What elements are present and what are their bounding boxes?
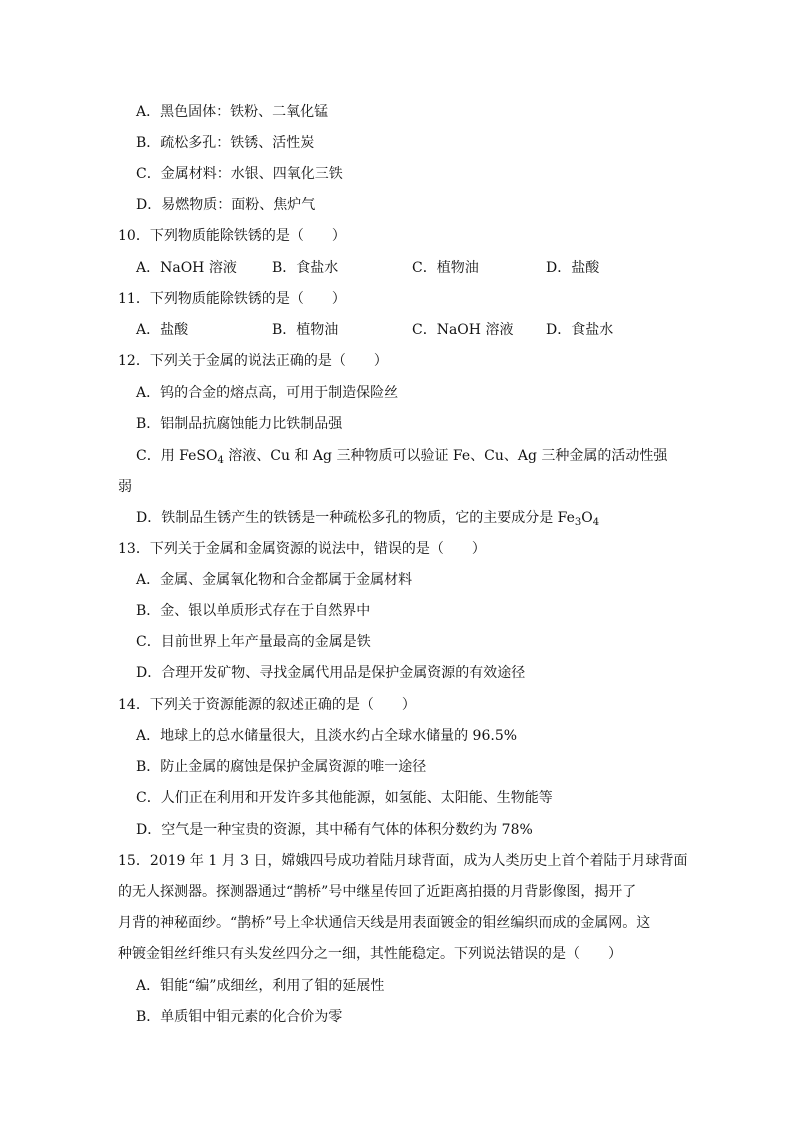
q15-stem-line-1: 15．2019 年 1 月 3 日，嫦娥四号成功着陆月球背面，成为人类历史上首个着陆于月球背面 <box>118 853 688 869</box>
q14-option-a: A．地球上的总水储量很大，且淡水约占全球水储量的 96.5% <box>136 728 518 744</box>
q10-option-c: C．植物油 <box>412 260 479 276</box>
q11-option-c: C．NaOH 溶液 <box>412 322 514 338</box>
q9-option-d: D．易燃物质：面粉、焦炉气 <box>136 197 316 213</box>
q13-option-b: B．金、银以单质形式存在于自然界中 <box>136 603 371 619</box>
q10-option-a: A．NaOH 溶液 <box>136 260 237 276</box>
q12-option-b: B．铝制品抗腐蚀能力比铁制品强 <box>136 416 343 432</box>
q12-option-c-continuation: 弱 <box>118 479 132 495</box>
q11-option-d: D．食盐水 <box>546 322 614 338</box>
q9-option-b: B．疏松多孔：铁锈、活性炭 <box>136 135 315 151</box>
q13-option-a: A．金属、金属氧化物和合金都属于金属材料 <box>136 572 413 588</box>
q12-option-d <box>136 508 599 528</box>
q12-option-d-text2: O <box>581 510 593 526</box>
q9-option-a: A．黑色固体：铁粉、二氧化锰 <box>136 104 329 120</box>
q13-stem: 13．下列关于金属和金属资源的说法中，错误的是（ ） <box>118 541 486 557</box>
q14-option-c: C．人们正在利用和开发许多其他能源，如氢能、太阳能、生物能等 <box>136 790 553 806</box>
q15-option-b: B．单质钼中钼元素的化合价为零 <box>136 1009 343 1025</box>
q12-option-d-text1: D．铁制品生锈产生的铁锈是一种疏松多孔的物质，它的主要成分是 Fe <box>136 510 575 526</box>
q12-option-c <box>136 446 667 466</box>
q12-option-c-text1: C．用 FeSO <box>136 448 218 464</box>
q15-stem-line-4: 种镀金钼丝纤维只有头发丝四分之一细，其性能稳定。下列说法错误的是（ ） <box>118 946 622 962</box>
q11-option-a: A．盐酸 <box>136 322 189 338</box>
q12-option-a: A．钨的合金的熔点高，可用于制造保险丝 <box>136 385 399 401</box>
q13-option-c: C．目前世界上年产量最高的金属是铁 <box>136 634 371 650</box>
q12-option-c-subscript: 4 <box>217 455 224 466</box>
q12-option-d-subscript-1: 3 <box>574 517 582 528</box>
q14-option-b: B．防止金属的腐蚀是保护金属资源的唯一途径 <box>136 759 427 775</box>
q13-option-d: D．合理开发矿物、寻找金属代用品是保护金属资源的有效途径 <box>136 665 526 681</box>
q10-option-b: B．食盐水 <box>272 260 339 276</box>
q10-option-d: D．盐酸 <box>546 260 600 276</box>
q14-option-d: D．空气是一种宝贵的资源，其中稀有气体的体积分数约为 78% <box>136 822 533 838</box>
q11-stem: 11．下列物质能除铁锈的是（ ） <box>118 291 346 307</box>
q15-stem-line-2: 的无人探测器。探测器通过“鹊桥”号中继星传回了近距离拍摄的月背影像图，揭开了 <box>118 884 637 900</box>
q12-stem: 12．下列关于金属的说法正确的是（ ） <box>118 353 388 369</box>
q12-option-c-text2: 溶液、Cu 和 Ag 三种物质可以验证 Fe、Cu、Ag 三种金属的活动性强 <box>223 448 668 464</box>
q15-option-a: A．钼能“编”成细丝，利用了钼的延展性 <box>136 978 385 994</box>
q11-option-b: B．植物油 <box>272 322 339 338</box>
q10-stem: 10．下列物质能除铁锈的是（ ） <box>118 228 346 244</box>
q12-option-d-subscript-2: 4 <box>592 517 600 528</box>
q9-option-c: C．金属材料：水银、四氧化三铁 <box>136 166 343 182</box>
q14-stem: 14．下列关于资源能源的叙述正确的是（ ） <box>118 697 416 713</box>
q15-stem-line-3: 月背的神秘面纱。“鹊桥”号上伞状通信天线是用表面镀金的钼丝编织而成的金属网。这 <box>118 915 651 931</box>
